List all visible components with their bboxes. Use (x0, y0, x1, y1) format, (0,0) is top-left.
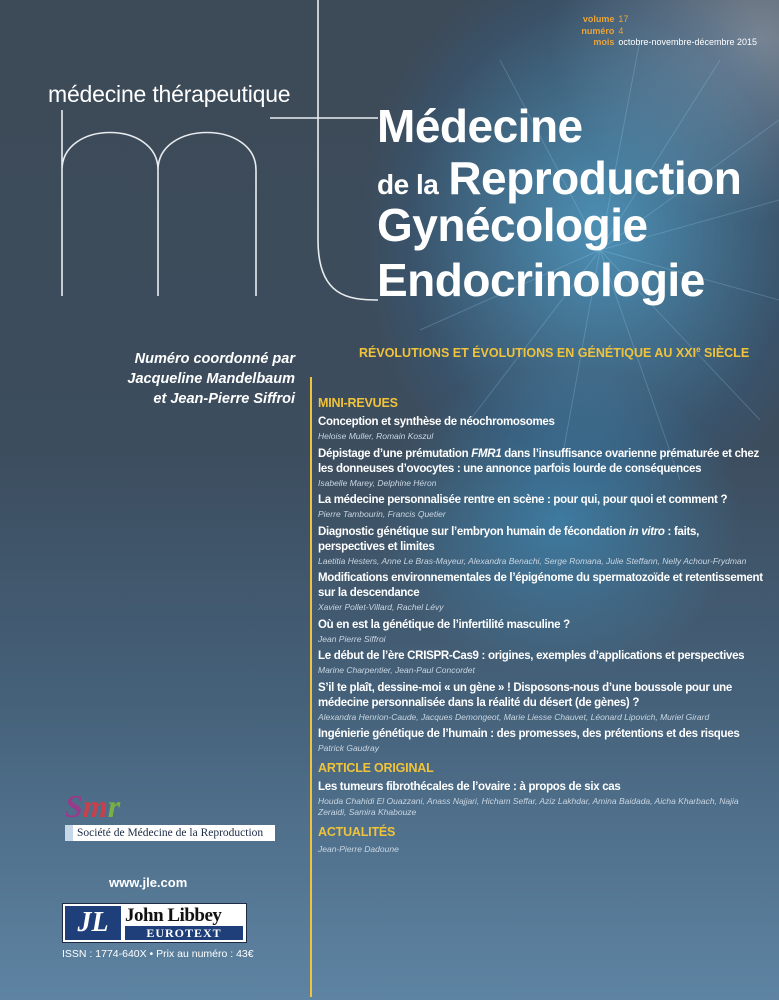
title-line-1: Médecine (377, 100, 583, 152)
publisher-name: John Libbey (125, 905, 222, 926)
smr-letter-r: r (107, 788, 121, 824)
publisher-sub: EUROTEXT (125, 926, 243, 940)
article-title: S’il te plaît, dessine-moi « un gène » ! Disposons-nous d’une boussole pour une médecine personnalisée dans la réalité du désert (de gènes) ? (318, 681, 732, 709)
coordination (35, 349, 295, 409)
title-prefix: de la (377, 169, 439, 200)
article-authors: Xavier Pollet-Villard, Rachel Lévy (318, 602, 444, 612)
title-line-4: Endocrinologie (377, 254, 705, 306)
table-of-contents (318, 396, 763, 859)
article-authors: Houda Chahidi El Ouazzani, Anass Najjari, Hicham Seffar, Aziz Lakhdar, Amina Baidada, Aicha Kharbach, Najia Zeraidi, Samira Khabouze (318, 795, 739, 817)
theme-tail: SIÈCLE (700, 346, 750, 361)
article-title: Ingénierie génétique de l’humain : des promesses, des prétentions et des risques (318, 728, 740, 740)
article-item (318, 447, 763, 490)
numero-label: numéro (581, 25, 615, 36)
article-title: Où en est la génétique de l’infertilité masculine ? (318, 618, 570, 631)
title-line-2 (377, 151, 741, 205)
smr-letter-m: m (82, 788, 108, 824)
article-authors: Laetitia Hesters, Anne Le Bras-Mayeur, Alexandra Benachi, Serge Romana, Julie Steffann, Nelly Achour-Frydman (318, 555, 747, 566)
article-item (318, 618, 763, 646)
issn-price: ISSN : 1774-640X • Prix au numéro : 43€ (62, 948, 254, 960)
article-authors: Marine Charpentier, Jean-Paul Concordet (318, 665, 475, 675)
mois-label: mois (593, 37, 615, 47)
theme-sup: e (696, 345, 701, 354)
article-authors: Pierre Tambourin, Francis Quetier (318, 509, 446, 519)
article-title: Les tumeurs fibrothécales de l’ovaire : à propos de six cas (318, 780, 621, 793)
article-item (318, 681, 763, 724)
article-item (318, 727, 763, 755)
article-item (318, 571, 763, 614)
article-authors: Patrick Gaudray (318, 743, 379, 753)
smr-letter-s: S (65, 788, 83, 824)
publisher-logo (62, 903, 247, 943)
section-heading: MINI-REVUES (318, 396, 398, 410)
title-line-3: Gynécologie (377, 199, 648, 251)
volume-value: 17 (618, 14, 629, 24)
vertical-divider (310, 377, 312, 997)
article-item (318, 525, 763, 568)
website-link[interactable]: www.jle.com (109, 875, 188, 890)
article-item (318, 415, 763, 443)
article-authors: Isabelle Marey, Delphine Héron (318, 477, 437, 488)
article-item (318, 649, 763, 677)
article-title: Modifications environnementales de l’épigénome du spermatozoïde et retentissement sur la descendance (318, 572, 763, 599)
article-title: Le début de l’ère CRISPR-Cas9 : origines, exemples d’applications et perspectives (318, 650, 745, 662)
smr-logo (65, 790, 275, 841)
article-authors: Alexandra Henrion-Caude, Jacques Demongeot, Marie Liesse Chauvet, Léonard Lipovich, Muriel Girard (318, 711, 710, 722)
mt-logo (48, 0, 378, 320)
article-title: La médecine personnalisée rentre en scène : pour qui, pour quoi et comment ? (318, 494, 728, 506)
article-title: Dépistage d’une prémutation FMR1 dans l’insuffisance ovarienne prématurée et chez les donneuses d’ovocytes : une annonce parfois lourde de conséquences (318, 447, 759, 475)
publisher-mark: JL (65, 906, 121, 940)
article-item (318, 844, 763, 856)
section-heading: ACTUALITÉS (318, 824, 396, 839)
numero-value: 4 (618, 25, 624, 36)
coordination-line-1: Numéro coordonné par (134, 351, 295, 367)
article-title: Conception et synthèse de néochromosomes (318, 416, 555, 428)
coordination-line-3: et Jean-Pierre Siffroi (153, 391, 295, 407)
article-title: Diagnostic génétique sur l’embryon humain de fécondation in vitro : faits, perspectives et limites (318, 525, 700, 553)
theme-heading (359, 345, 749, 360)
smr-full-name: Société de Médecine de la Reproduction (65, 825, 275, 841)
mois-value: octobre-novembre-décembre 2015 (618, 37, 757, 47)
coordination-line-2: Jacqueline Mandelbaum (127, 371, 295, 387)
title-reproduction: Reproduction (448, 152, 742, 204)
section-heading: ARTICLE ORIGINAL (318, 760, 434, 775)
article-authors: Jean-Pierre Dadoune (318, 843, 399, 854)
issue-info (578, 14, 757, 49)
smr-mark (65, 790, 275, 822)
volume-label: volume (582, 14, 615, 24)
series-title: médecine thérapeutique (48, 81, 291, 107)
article-authors: Heloise Muller, Romain Koszul (318, 431, 434, 441)
article-item (318, 493, 763, 521)
article-authors: Jean Pierre Siffroi (318, 633, 386, 644)
article-item (318, 780, 763, 819)
theme-text: RÉVOLUTIONS ET ÉVOLUTIONS EN GÉNÉTIQUE AU XXI (359, 346, 697, 361)
